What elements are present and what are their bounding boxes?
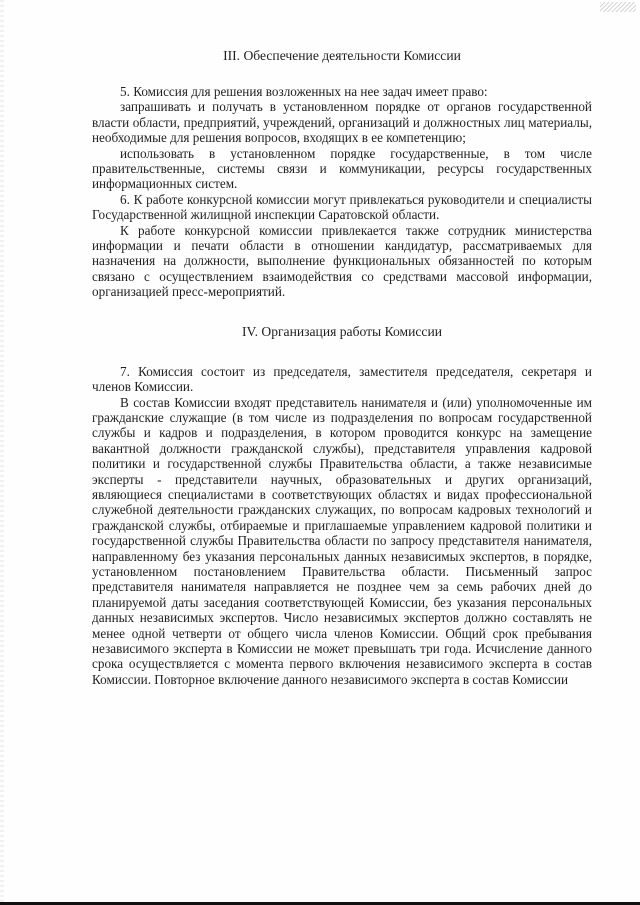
section-4-paragraph-2: В состав Комиссии входят представитель нанимателя и (или) уполномоченные им гражданские служащие (в том числе из подразделения по вопросам государственной службы и кадров и подразделения, в котором проводится конкурс на замещение вакантной должности гражданской службы), представителя управления кадровой политики и государственной службы Правительства области, а также независимые эксперты - представители научных, образовательных и других организаций, являющиеся специалистами в соответствующих областях и видах профессиональной служебной деятельности гражданских служащих, по вопросам кадровых технологий и гражданской службы, отбираемые и приглашаемые управлением кадровой политики и государственной службы Правительства области по запросу представителя нанимателя, направленному без указания персональных данных независимых экспертов, в порядке, установленном постановлением Правительства области. Письменный запрос представителя нанимателя направляется не позднее чем за семь рабочих дней до планируемой даты заседания соответствующей Комиссии, без указания персональных данных независимых экспертов. Число независимых экспертов должно составлять не менее одной четверти от общего числа членов Комиссии. Общий срок пребывания независимого эксперта в Комиссии не может превышать три года. Исчисление данного срока осуществляется с момента первого включения независимого эксперта в состав Комиссии. Повторное включение данного независимого эксперта в состав Комиссии bbox=[92, 394, 592, 687]
section-4-heading: IV. Организация работы Комиссии bbox=[241, 323, 443, 339]
document-body bbox=[92, 48, 592, 687]
section-3-paragraph-5: К работе конкурсной комиссии привлекается также сотрудник министерства информации и печати области в отношении кандидатур, рассматриваемых для назначения на должности, выполнение функциональных обязанностей по которым связано с осуществлением взаимодействия со средствами массовой информации, организацией пресс-мероприятий. bbox=[92, 222, 592, 300]
section-3-paragraph-2: запрашивать и получать в установленном порядке от органов государственной власти области, предприятий, учреждений, организаций и должностных лиц материалы, необходимые для решения вопросов, входящих в ее компетенцию; bbox=[92, 99, 592, 146]
section-3-paragraph-3: использовать в установленном порядке государственные, в том числе правительственные, системы связи и коммуникации, ресурсы государственных информационных систем. bbox=[92, 145, 592, 192]
section-3-paragraph-4: 6. К работе конкурсной комиссии могут привлекаться руководители и специалисты Государственной жилищной инспекции Саратовской области. bbox=[92, 191, 592, 223]
section-3-paragraph-1: 5. Комиссия для решения возложенных на нее задач имеет право: bbox=[120, 84, 488, 99]
scan-corner-mark bbox=[600, 2, 636, 12]
scan-edge-left bbox=[0, 0, 4, 905]
section-4-paragraph-1: 7. Комиссия состоит из председателя, заместителя председателя, секретаря и членов Комиссии. bbox=[92, 363, 592, 395]
section-3-heading: III. Обеспечение деятельности Комиссии bbox=[223, 48, 461, 63]
